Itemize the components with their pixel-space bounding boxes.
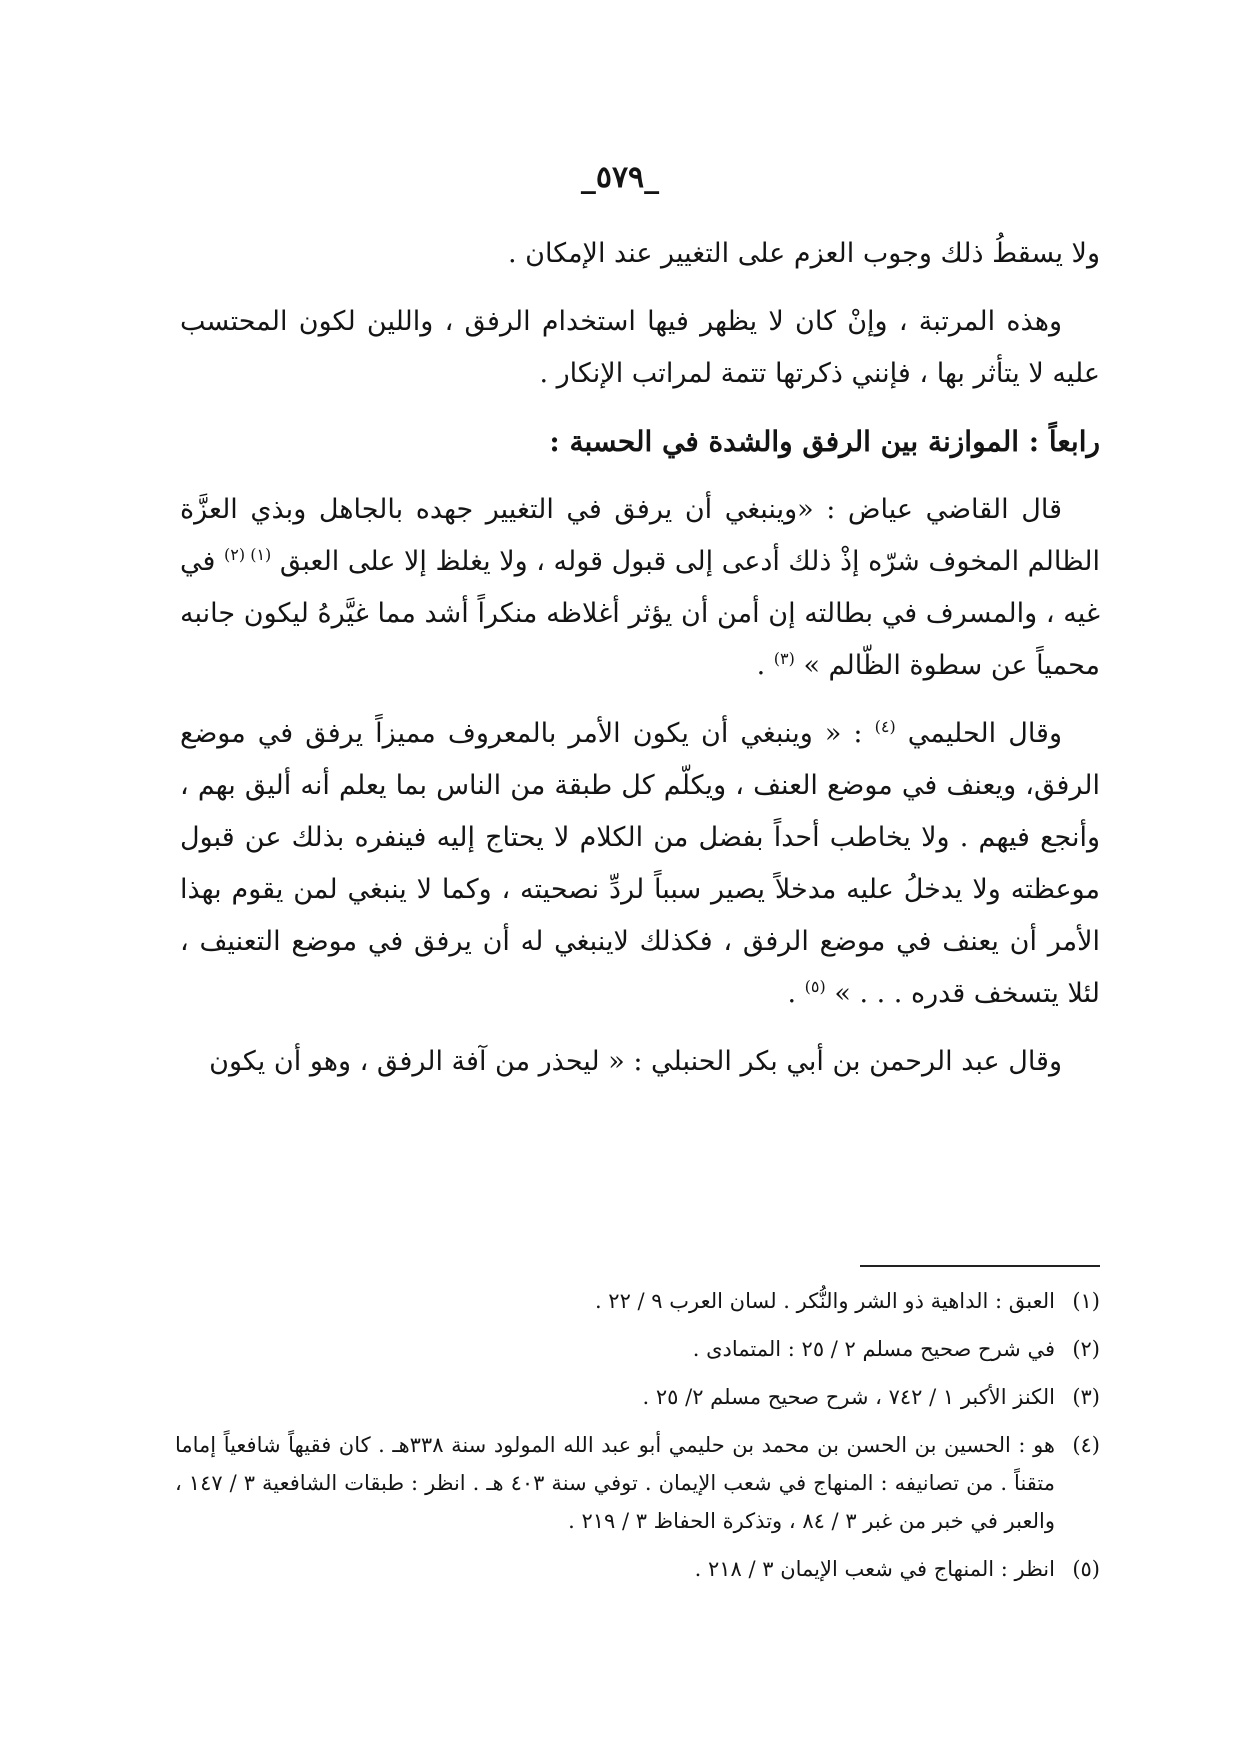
main-text xyxy=(180,228,1100,1104)
paragraph-4-end: . xyxy=(787,978,797,1009)
section-heading: رابعاً : الموازنة بين الرفق والشدة في الحسبة : xyxy=(549,425,1100,458)
footnote-number: (٣) xyxy=(1072,1385,1100,1409)
paragraph-1: ولا يسقطُ ذلك وجوب العزم على التغيير عند الإمكان . xyxy=(507,238,1100,269)
footnote-ref-1-2: (١) (٢) xyxy=(224,545,272,564)
paragraph-4-part-b: : « وينبغي أن يكون الأمر بالمعروف مميزاً يرفق في موضع الرفق، ويعنف في موضع العنف ، ويكلّم كل طبقة من الناس بما يعلم أنه أليق بهم ، وأنجع فيهم . ولا يخاطب أحداً بفضل من الكلام لا يحتاج إليه فينفره بذلك عن قبول موعظته ولا يدخلُ عليه مدخلاً يصير سبباً لردِّ نصحيته ، وكما لا ينبغي لمن يقوم بهذا الأمر أن يعنف في موضع الرفق ، فكذلك لاينبغي له أن يرفق في موضع التعنيف ، لئلا يتسخف قدره . . . » xyxy=(180,718,1100,1009)
footnote-text: هو : الحسين بن الحسن بن محمد بن حليمي أبو عبد الله المولود سنة ٣٣٨هـ . كان فقيهاً شافعياً إماما متقناً . من تصانيفه : المنهاج في شعب الإيمان . توفي سنة ٤٠٣ هـ . انظر : طبقات الشافعية ٣ / ١٤٧ ، والعبر في خبر من غبر ٣ / ٨٤ ، وتذكرة الحفاظ ٣ / ٢١٩ . xyxy=(175,1433,1055,1533)
paragraph-3-end: . xyxy=(756,650,766,681)
paragraph-3 xyxy=(180,484,1100,692)
footnote-ref-3: (٣) xyxy=(773,649,795,668)
footnote xyxy=(175,1330,1100,1368)
paragraph-4-part-a: وقال الحليمي xyxy=(907,718,1062,749)
footnote-text: انظر : المنهاج في شعب الإيمان ٣ / ٢١٨ . xyxy=(694,1557,1055,1581)
footnote-number: (٤) xyxy=(1072,1433,1100,1457)
page-number: _٥٧٩_ xyxy=(580,160,660,195)
footnote xyxy=(175,1282,1100,1320)
footnote-text: العبق : الداهية ذو الشر والنُّكر . لسان العرب ٩ / ٢٢ . xyxy=(594,1289,1055,1313)
paragraph-2: وهذه المرتبة ، وإنْ كان لا يظهر فيها استخدام الرفق ، واللين لكون المحتسب عليه لا يتأثر بها ، فإنني ذكرتها تتمة لمراتب الإنكار . xyxy=(180,306,1100,389)
footnote-separator xyxy=(860,1265,1100,1267)
footnote-number: (٥) xyxy=(1072,1557,1100,1581)
footnote xyxy=(175,1378,1100,1416)
footnotes xyxy=(175,1282,1100,1598)
paragraph-3-part-b: في غيه ، والمسرف في بطالته إن أمن أن يؤثر أغلاظه منكراً أشد مما غيَّرهُ ليكون جانبه محمياً عن سطوة الظّالم » xyxy=(180,546,1100,681)
paragraph-3-part-a: قال القاضي عياض : «وينبغي أن يرفق في التغيير جهده بالجاهل وبذي العزَّة الظالم المخوف شرّه إذْ ذلك أدعى إلى قبول قوله ، ولا يغلظ إلا على العبق xyxy=(180,494,1100,577)
footnote xyxy=(175,1426,1100,1540)
footnote-ref-4: (٤) xyxy=(874,717,896,736)
footnote xyxy=(175,1550,1100,1588)
paragraph-4 xyxy=(180,708,1100,1020)
footnote-number: (٢) xyxy=(1072,1337,1100,1361)
footnote-text: في شرح صحيح مسلم ٢ / ٢٥ : المتمادى . xyxy=(692,1337,1055,1361)
footnote-ref-5: (٥) xyxy=(804,977,826,996)
paragraph-5: وقال عبد الرحمن بن أبي بكر الحنبلي : « ليحذر من آفة الرفق ، وهو أن يكون xyxy=(209,1046,1062,1077)
footnote-number: (١) xyxy=(1072,1289,1100,1313)
footnote-text: الكنز الأكبر ١ / ٧٤٢ ، شرح صحيح مسلم ٢/ ٢٥ . xyxy=(642,1385,1055,1409)
